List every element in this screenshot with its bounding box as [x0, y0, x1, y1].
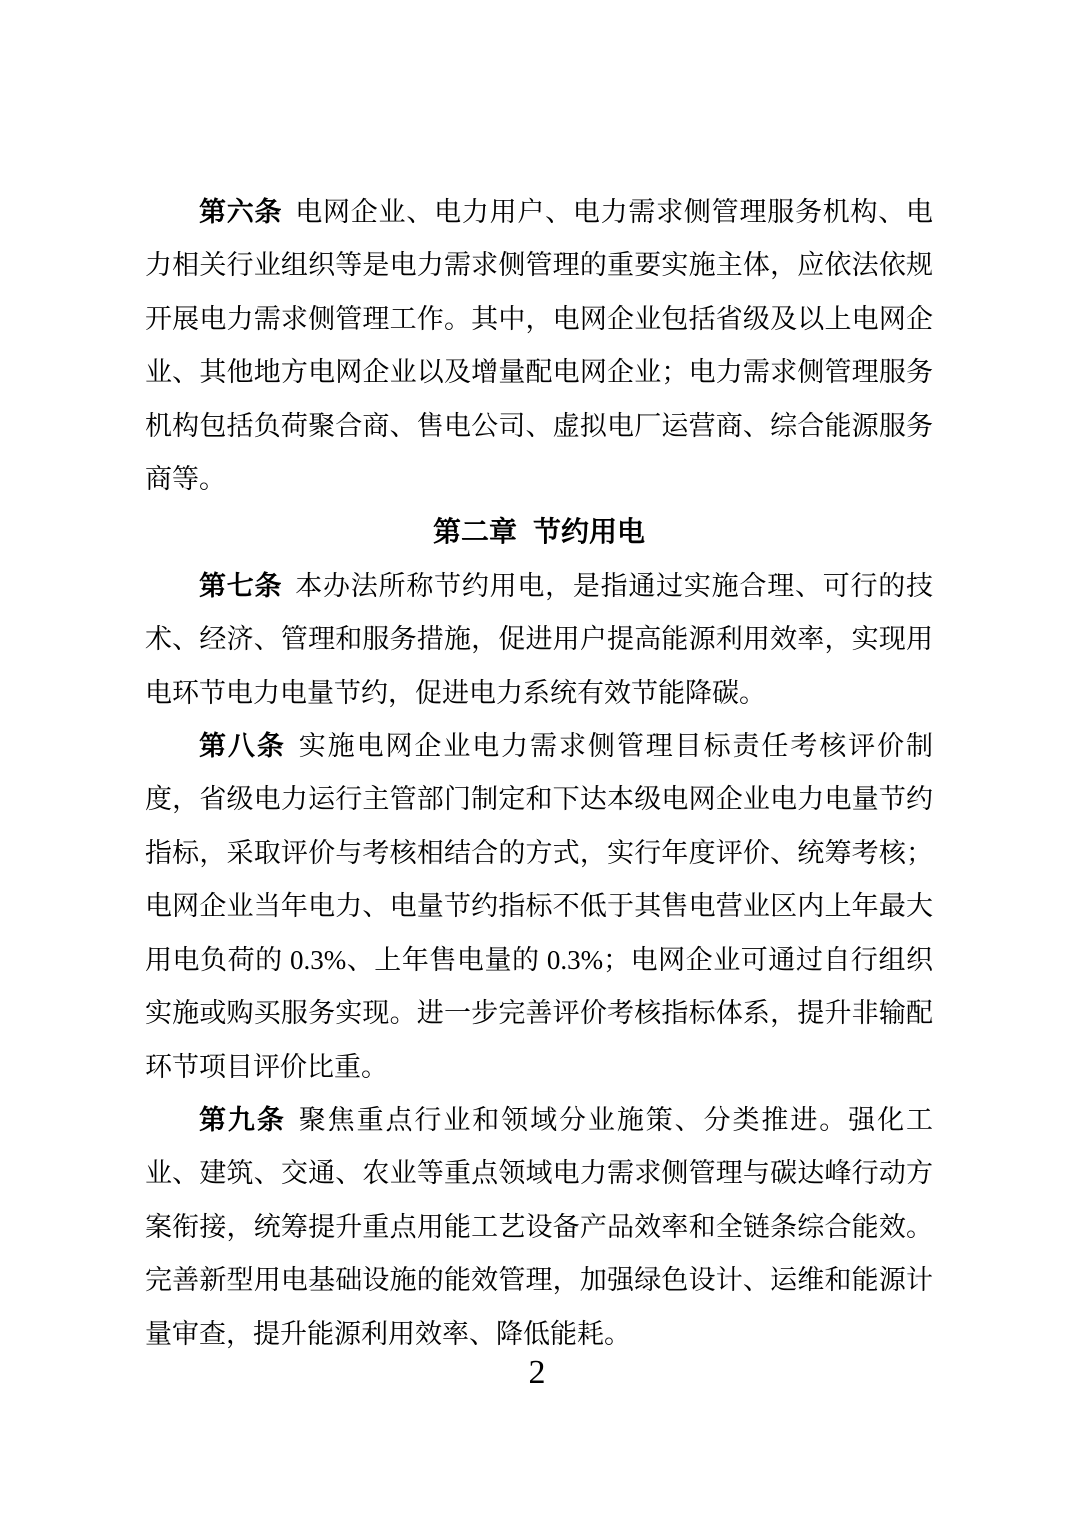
- article-9-text: 聚焦重点行业和领域分业施策、分类推进。强化工业、建筑、交通、农业等重点领域电力需求侧管理与碳达峰行动方案衔接，统筹提升重点用能工艺设备产品效率和全链条综合能效。完善新型用电基础设施的能效管理，加强绿色设计、运维和能源计量审查，提升能源利用效率、降低能耗。: [145, 1104, 933, 1349]
- article-9-paragraph: [145, 1094, 933, 1361]
- article-6-number: 第六条: [199, 197, 283, 227]
- article-8-text: 实施电网企业电力需求侧管理目标责任考核评价制度，省级电力运行主管部门制定和下达本级电网企业电力电量节约指标，采取评价与考核相结合的方式，实行年度评价、统筹考核；电网企业当年电力、电量节约指标不低于其售电营业区内上年最大用电负荷的 0.3%、上年售电量的 0.3%；电网企业可通过自行组织实施或购买服务实现。进一步完善评价考核指标体系，提升非输配环节项目评价比重。: [145, 731, 933, 1082]
- article-7-paragraph: [145, 560, 933, 720]
- page-number: 2: [528, 1354, 546, 1391]
- article-8-paragraph: [145, 720, 933, 1094]
- chapter-2-title: 节约用电: [533, 517, 646, 549]
- article-7-text: 本办法所称节约用电，是指通过实施合理、可行的技术、经济、管理和服务措施，促进用户提高能源利用效率，实现用电环节电力电量节约，促进电力系统有效节能降碳。: [145, 570, 934, 708]
- article-7-number: 第七条: [199, 570, 283, 601]
- article-6-text: 电网企业、电力用户、电力需求侧管理服务机构、电力相关行业组织等是电力需求侧管理的重要实施主体，应依法依规开展电力需求侧管理工作。其中，电网企业包括省级及以上电网企业、其他地方电网企业以及增量配电网企业；电力需求侧管理服务机构包括负荷聚合商、售电公司、虚拟电厂运营商、综合能源服务商等。: [145, 197, 934, 495]
- chapter-2-heading: [145, 506, 933, 559]
- chapter-2-number: 第二章: [432, 517, 517, 549]
- article-8-number: 第八条: [199, 731, 286, 762]
- document-body: [145, 186, 933, 1361]
- article-6-paragraph: [145, 186, 933, 506]
- article-9-number: 第九条: [199, 1104, 286, 1135]
